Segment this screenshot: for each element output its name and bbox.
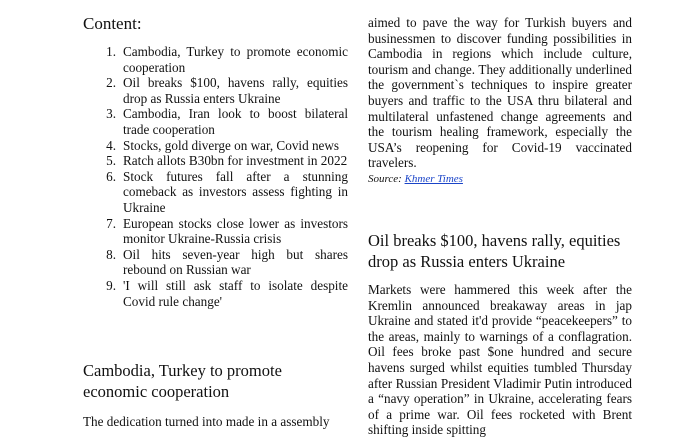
toc-item[interactable] — [83, 75, 348, 106]
article1-body-start: The dedication turned into made in a assembly — [83, 414, 330, 429]
content-title: Content: — [83, 14, 142, 33]
toc-item-number: 3. — [106, 106, 116, 122]
toc-item[interactable] — [83, 153, 348, 169]
toc-item[interactable] — [83, 216, 348, 247]
article1-heading: Cambodia, Turkey to promote economic cooperation — [83, 361, 282, 401]
toc-item-text: Ratch allots B30bn for investment in 2022 — [123, 153, 348, 169]
toc-item[interactable] — [83, 278, 348, 309]
toc-item[interactable] — [83, 247, 348, 278]
toc-item-number: 6. — [106, 168, 116, 184]
toc-item-number: 4. — [106, 137, 116, 153]
article2-heading: Oil breaks $100, havens rally, equities drop as Russia enters Ukraine — [368, 231, 621, 271]
toc-item-number: 5. — [106, 153, 116, 169]
toc-item-text: European stocks close lower as investors monitor Ukraine-Russia crisis — [123, 215, 348, 247]
table-of-contents — [83, 44, 348, 309]
article1-body-continued: aimed to pave the way for Turkish buyers and businessmen to discover funding possibilities in Cambodia in regions which include culture, tourism and change. They additionally underlined the government`s techniques to inspire greater buyers and traffic to the USA thru bilateral and multilateral unfastened change agreements and the tourism healing framework, especially the USA’s reopening for Covid-19 vaccinated travelers. — [368, 15, 632, 171]
toc-item[interactable] — [83, 138, 348, 154]
toc-item-text: Cambodia, Iran look to boost bilateral trade cooperation — [123, 106, 348, 137]
toc-item[interactable] — [83, 106, 348, 137]
toc-item-text: Oil breaks $100, havens rally, equities drop as Russia enters Ukraine — [123, 75, 348, 106]
toc-item-number: 2. — [106, 75, 116, 91]
toc-item-text: Oil hits seven-year high but shares rebound on Russian war — [123, 246, 348, 278]
toc-item[interactable] — [83, 169, 348, 216]
toc-item-number: 8. — [106, 246, 116, 262]
toc-item-number: 9. — [106, 277, 116, 293]
toc-item-text: Cambodia, Turkey to promote economic cooperation — [123, 44, 348, 75]
toc-item-number: 7. — [106, 215, 116, 231]
toc-item-text: 'I will still ask staff to isolate despite Covid rule change' — [123, 277, 348, 309]
toc-item-text: Stocks, gold diverge on war, Covid news — [123, 137, 340, 153]
toc-item[interactable] — [83, 44, 348, 75]
source-label: Source: — [368, 173, 402, 185]
toc-item-text: Stock futures fall after a stunning comeback as investors assess fighting in Ukraine — [123, 168, 348, 215]
article2-body: Markets were hammered this week after the Kremlin announced breakaway areas in jap Ukraine and stated it'd provide “peacekeepers” to the areas, mainly to warnings of a conflagration. Oil fees broke past $one hundred and secure havens surged whilst equities tumbled Thursday after Russian President Vladimir Putin introduced a “navy operation” in Ukraine, accelerating fears of a prime war. Oil fees rocketed with Brent shifting inside spitting — [368, 282, 632, 438]
article1-source — [368, 173, 463, 186]
source-link-khmer-times[interactable]: Khmer Times — [404, 173, 463, 185]
toc-item-number: 1. — [106, 44, 116, 59]
